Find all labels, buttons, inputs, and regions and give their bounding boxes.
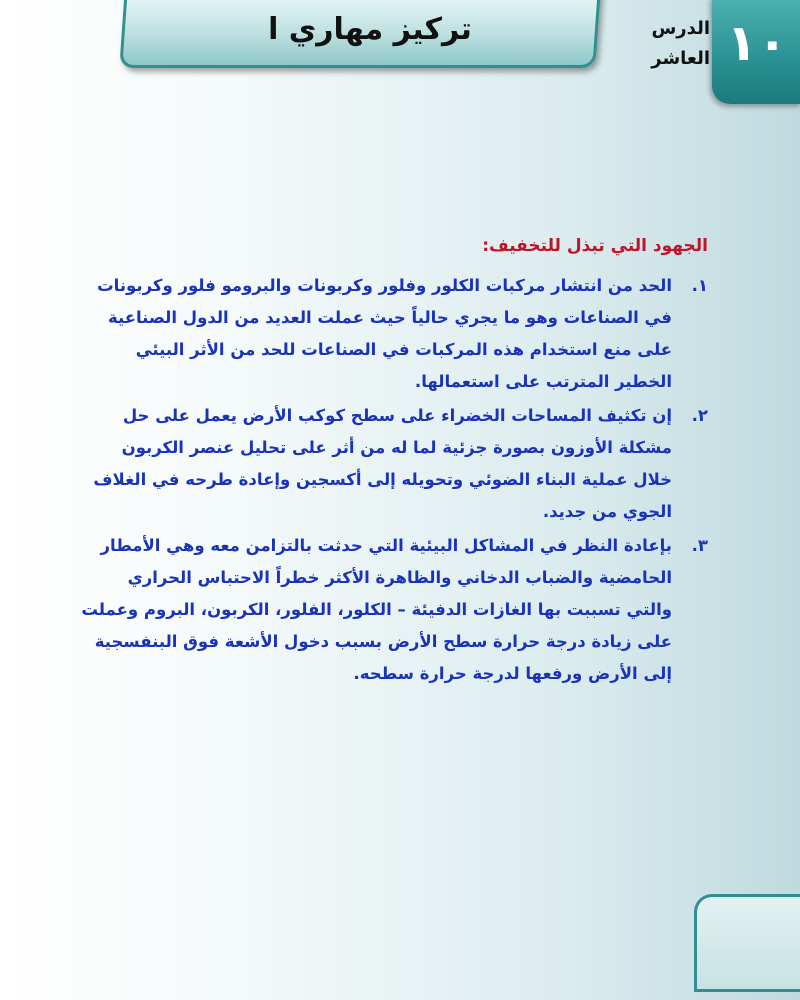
point-text: بإعادة النظر في المشاكل البيئية التي حدثت بالتزامن معه وهي الأمطار الحامضية والضباب الدخاني والظاهرة الأكثر خطراً الاحتباس الحراري والتي تسببت بها الغازات الدفيئة – الكلور، الفلور، الكربون، البروم وعملت على زيادة درجة حرارة سطح الأرض بسبب دخول الأشعة فوق البنفسجية إلى الأرض ورفعها لدرجة حرارة سطحه. <box>81 536 672 683</box>
point-text: الحد من انتشار مركبات الكلور وفلور وكربونات والبرومو فلور وكربونات في الصناعات وهو ما يجري حالياً حيث عملت العديد من الدول الصناعية على منع استخدام هذه المركبات في الصناعات للحد من الأثر البيئي الخطير المترتب على استعمالها. <box>97 276 672 391</box>
point-3 <box>80 530 708 690</box>
point-text: إن تكثيف المساحات الخضراء على سطح كوكب الأرض يعمل على حل مشكلة الأوزون بصورة جزئية لما له من أثر على تحليل عنصر الكربون خلال عملية البناء الضوئي وتحويله إلى أكسجين وإعادة طرحه في الغلاف الجوي من جديد. <box>93 406 672 521</box>
lesson-label-line2: العاشر <box>651 48 710 69</box>
lesson-title: تركيز مهاري ا <box>268 12 472 47</box>
point-number: ٣. <box>691 536 708 555</box>
lesson-number-tab <box>712 0 800 104</box>
lesson-label-line1: الدرس <box>651 18 710 39</box>
section-heading: الجهود التي تبذل للتخفيف: <box>482 236 708 256</box>
point-number: ٢. <box>691 406 708 425</box>
lesson-number: ١٠ <box>726 14 788 72</box>
lesson-label <box>630 14 710 74</box>
corner-tab <box>694 894 800 992</box>
point-1 <box>80 270 708 398</box>
point-number: ١. <box>691 276 708 295</box>
point-2 <box>80 400 708 528</box>
content-section <box>80 236 708 692</box>
